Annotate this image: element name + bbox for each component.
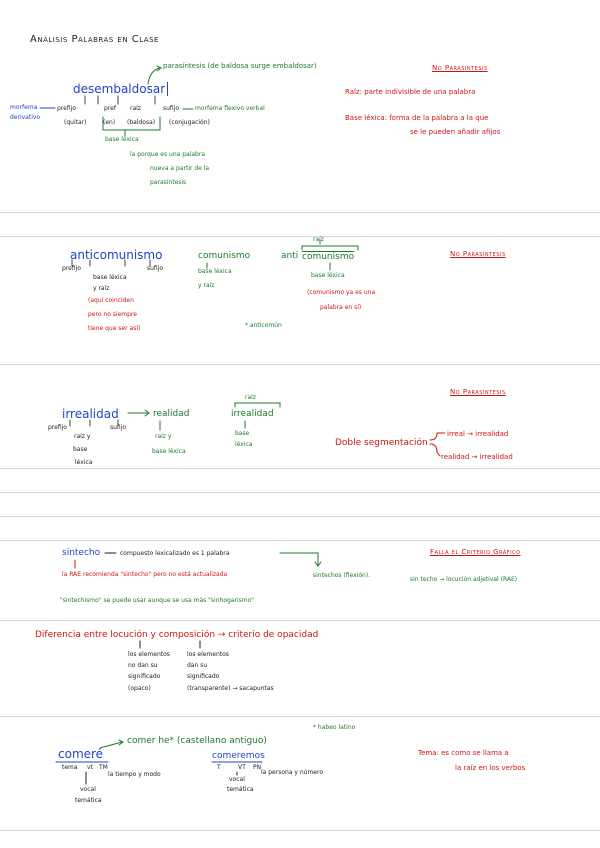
base-lexica-label: base léxica — [105, 136, 139, 143]
note-line-1: la porque es una palabra — [130, 151, 205, 158]
comunismo-raiz: y raíz — [198, 282, 215, 289]
vocal-label-2: vocal — [229, 776, 245, 783]
comp-line-1: los elementos — [187, 651, 229, 658]
red-note-1: (aquí coinciden — [88, 297, 134, 304]
lexica-label-3b: léxica — [75, 459, 93, 466]
prefijo-label-2: prefijo — [62, 265, 81, 272]
loc-line-1: los elementos — [128, 651, 170, 658]
word-desembaldosar: desembaldosar — [73, 82, 168, 96]
persona-numero-note: la persona y número — [261, 769, 324, 776]
parasintesis-note: parasíntesis (de baldosa surge embaldosar) — [163, 62, 317, 70]
base-lexica-2: base léxica — [311, 272, 345, 279]
anti-prefix: anti — [281, 251, 299, 261]
realidad-word: realidad — [153, 409, 190, 419]
baldosa-label: (baldosa) — [127, 119, 156, 126]
loc-line-4: (opaco) — [128, 685, 151, 692]
comunismo-base: base léxica — [198, 268, 232, 275]
prefijo-label-3: prefijo — [48, 424, 67, 431]
raiz-label-2: y raíz — [93, 285, 110, 292]
quitar-label: (quitar) — [64, 119, 87, 126]
loc-line-3: significado — [128, 673, 161, 680]
tiempo-modo-note: la tiempo y modo — [108, 771, 161, 778]
sufijo-label-3: sufijo — [110, 424, 127, 431]
raiz-top-3: raíz — [245, 394, 256, 401]
rule-line — [0, 468, 600, 469]
word-comere: comeré — [58, 747, 104, 761]
note-line-3: parasíntesis — [150, 179, 187, 186]
base-definition-2: se le pueden añadir afijos — [410, 128, 501, 136]
raiz-label: raíz — [130, 105, 141, 112]
pn-label: PN — [253, 764, 262, 771]
comp-line-4: (transparente) → sacapuntas — [187, 685, 274, 692]
vocal-label: vocal — [80, 786, 96, 793]
habeo-note: * habeo latino — [313, 724, 356, 731]
rule-line — [0, 492, 600, 493]
option-2: realidad → irrealidad — [441, 453, 513, 461]
rule-line — [0, 364, 600, 365]
base-label-3b: base — [73, 446, 88, 453]
rule-line — [0, 236, 600, 237]
red-note-b2: palabra en sí) — [320, 304, 362, 311]
base-lexica-label-2: base léxica — [93, 274, 127, 281]
flexivo-label: morfema flexivo verbal — [195, 105, 265, 112]
rule-line — [0, 540, 600, 541]
tematica-label: temática — [75, 797, 102, 804]
realidad-base: base léxica — [152, 448, 186, 455]
verdict-3: No Parasíntesis — [450, 388, 506, 396]
prefijo-label: prefijo — [57, 105, 76, 112]
option-1: irreal → irrealidad — [447, 430, 509, 438]
irrealidad-bracketed: irrealidad — [231, 409, 274, 419]
raiz-label-3: raíz y — [74, 433, 91, 440]
tema-note-2: la raíz en los verbos — [455, 764, 526, 772]
star-note-2: * anticomún — [245, 322, 282, 329]
note-line-2: nueva a partir de la — [150, 165, 210, 172]
word-anticomunismo: anticomunismo — [70, 248, 163, 262]
compuesto-note: compuesto lexicalizado es 1 palabra — [120, 550, 230, 557]
morfema-label: morfema — [10, 104, 38, 111]
word-irrealidad: irrealidad — [62, 407, 119, 421]
sintechos-note: sintechos (flexión). — [313, 572, 371, 579]
realidad-raiz: raíz y — [155, 433, 172, 440]
rule-line — [0, 830, 600, 831]
conjugacion-label: (conjugación) — [169, 119, 210, 126]
comp-line-2: dan su — [187, 662, 208, 669]
comunismo-bracketed: comunismo — [302, 252, 355, 262]
rule-line — [0, 516, 600, 517]
sin-techo-note: sin techo → locución adjetival (RAE) — [410, 576, 518, 583]
loc-line-2: no dan su — [128, 662, 158, 669]
en-label: (en) — [103, 119, 116, 126]
comer-he: comer he* (castellano antiguo) — [127, 736, 267, 746]
t-label: T — [217, 764, 221, 771]
tema-label: tema — [62, 764, 78, 771]
red-note-3: tiene que ser así) — [88, 325, 141, 332]
sintechismo-note: "sintechismo" se puede usar aunque se usa más "sinhogarismo" — [60, 597, 255, 604]
verdict-4: Falla el Criterio Gráfico — [430, 548, 521, 556]
locucion-heading: Diferencia entre locución y composición → criterio de opacidad — [35, 630, 319, 640]
pref-label: pref — [104, 105, 116, 112]
rae-note: la RAE recomienda "sintecho" pero no está actualizada — [62, 571, 228, 578]
verdict-2: No Parasíntesis — [450, 250, 506, 258]
verdict-1: No Parasíntesis — [432, 64, 488, 72]
rule-line — [0, 716, 600, 717]
rule-line — [0, 620, 600, 621]
tm-label: TM — [99, 764, 108, 771]
base-label-3: base — [235, 430, 250, 437]
sufijo-label-2: sufijo — [147, 265, 164, 272]
vt-label-2: VT — [238, 764, 246, 771]
doble-segmentacion: Doble segmentación — [335, 438, 428, 448]
lexica-label-3: léxica — [235, 441, 253, 448]
word-sintecho: sintecho — [62, 548, 101, 558]
raiz-definition: Raíz: parte indivisible de una palabra — [345, 88, 476, 96]
red-note-2: pero no siempre — [88, 311, 137, 318]
derivativo-label: derivativo — [10, 114, 41, 121]
page-title: Análisis Palabras en Clase — [30, 34, 159, 45]
rule-line — [0, 212, 600, 213]
tematica-label-2: temática — [227, 786, 254, 793]
raiz-top-label: raíz — [313, 236, 324, 243]
comunismo-word: comunismo — [198, 251, 251, 261]
red-note-b1: (comunismo ya es una — [307, 289, 376, 296]
vt-label: vt — [87, 764, 93, 771]
sufijo-label: sufijo — [163, 105, 180, 112]
comp-line-3: significado — [187, 673, 220, 680]
word-comeremos: comeremos — [212, 751, 265, 761]
base-definition-1: Base léxica: forma de la palabra a la que — [345, 114, 489, 122]
tema-note-1: Tema: es como se llama a — [418, 749, 509, 757]
